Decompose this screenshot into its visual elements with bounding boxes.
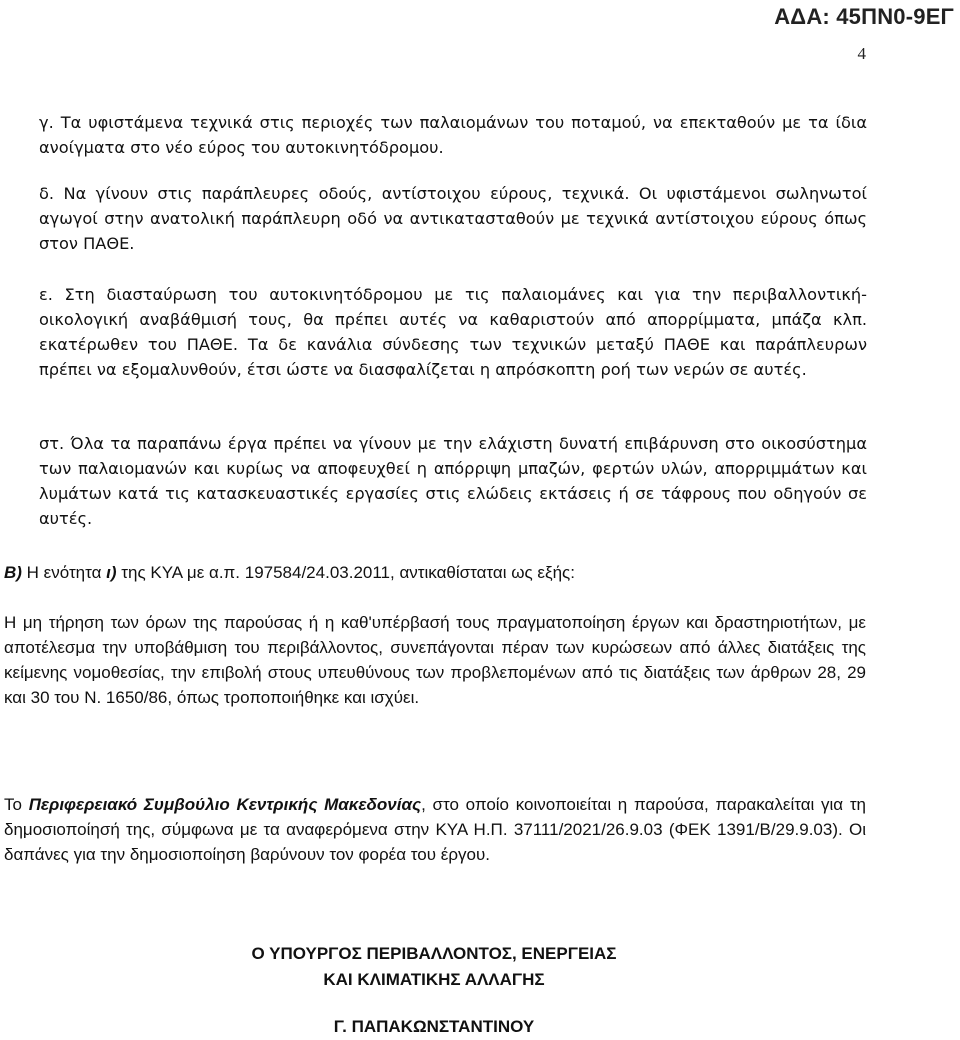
signature-title-line-1: Ο ΥΠΟΥΡΓΟΣ ΠΕΡΙΒΑΛΛΟΝΤΟΣ, ΕΝΕΡΓΕΙΑΣ	[251, 944, 617, 963]
item-st: στ. Όλα τα παραπάνω έργα πρέπει να γίνουν με την ελάχιστη δυνατή επιβάρυνση στο οικοσύστημα των παλαιομανών και κυρίως να αποφευχθεί η απόρριψη μπαζών, φερτών υλών, απορριμμάτων και λυμάτων κατά τις κατασκευαστικές εργασίες στις ελώδεις εκτάσεις ή σε τάφρους που οδηγούν σε αυτές.	[39, 434, 867, 528]
section-b-unit: ι)	[106, 563, 117, 582]
signature-title-line-2: ΚΑΙ ΚΛΙΜΑΤΙΚΗΣ ΑΛΛΑΓΗΣ	[323, 970, 545, 989]
council-paragraph	[4, 792, 866, 867]
ada-code: ΑΔΑ: 45ΠΝ0-9ΕΓ	[774, 4, 954, 29]
item-e: ε. Στη διασταύρωση του αυτοκινητόδρομου με τις παλαιομάνες και για την περιβαλλοντική-οικολογική αναβάθμισή τους, θα πρέπει αυτές να καθαριστούν από απορρίμματα, μπάζα κλπ. εκατέρωθεν του ΠΑΘΕ. Τα δε κανάλια σύνδεσης των τεχνικών μεταξύ ΠΑΘΕ και παράπλευρων πρέπει να εξομαλυνθούν, έτσι ώστε να διασφαλίζεται η απρόσκοπτη ροή των νερών σε αυτές.	[39, 285, 867, 379]
item-c: γ. Τα υφιστάμενα τεχνικά στις περιοχές των παλαιομάνων του ποταμού, να επεκταθούν με τα ίδια ανοίγματα στο νέο εύρος του αυτοκινητόδρομου.	[39, 113, 867, 157]
council-name: Περιφερειακό Συμβούλιο Κεντρικής Μακεδονίας	[28, 795, 422, 814]
page-number: 4	[857, 44, 866, 63]
section-b-marker: Β)	[4, 563, 22, 582]
section-b-text-1: Η ενότητα	[21, 563, 107, 582]
item-d: δ. Να γίνουν στις παράπλευρες οδούς, αντίστοιχου εύρους, τεχνικά. Οι υφιστάμενοι σωληνωτοί αγωγοί στην ανατολική παράπλευρη οδό να αντικατασταθούν με τεχνικά αντίστοιχου εύρους όπως στον ΠΑΘΕ.	[39, 184, 867, 253]
council-rest: , στο οποίο κοινοποιείται η παρούσα, παρακαλείται για τη δημοσιοποίησή της, σύμφωνα με τα αναφερόμενα στην ΚΥΑ Η.Π. 37111/2021/26.9.03 (ΦΕΚ 1391/Β/29.9.03). Οι δαπάνες για την δημοσιοποίηση βαρύνουν τον φορέα του έργου.	[4, 795, 866, 864]
signature-title	[0, 941, 868, 993]
signatory-name: Γ. ΠΑΠΑΚΩΝΣΤΑΝΤΙΝΟΥ	[333, 1017, 535, 1036]
council-prefix: Το	[4, 795, 29, 814]
penalty-paragraph: Η μη τήρηση των όρων της παρούσας ή η καθ'υπέρβασή τους πραγματοποίηση έργων και δραστηριοτήτων, με αποτέλεσμα την υποβάθμιση του περιβάλλοντος, συνεπάγονται πέραν των κυρώσεων από άλλες διατάξεις της κείμενης νομοθεσίας, την επιβολή στους υπευθύνους των προβλεπομένων από τις διατάξεις των άρθρων 28, 29 και 30 του Ν. 1650/86, όπως τροποποιήθηκε και ισχύει.	[4, 613, 866, 707]
section-b-text-2: της ΚΥΑ με α.π. 197584/24.03.2011, αντικαθίσταται ως εξής:	[116, 563, 575, 582]
section-b-heading	[4, 560, 866, 585]
